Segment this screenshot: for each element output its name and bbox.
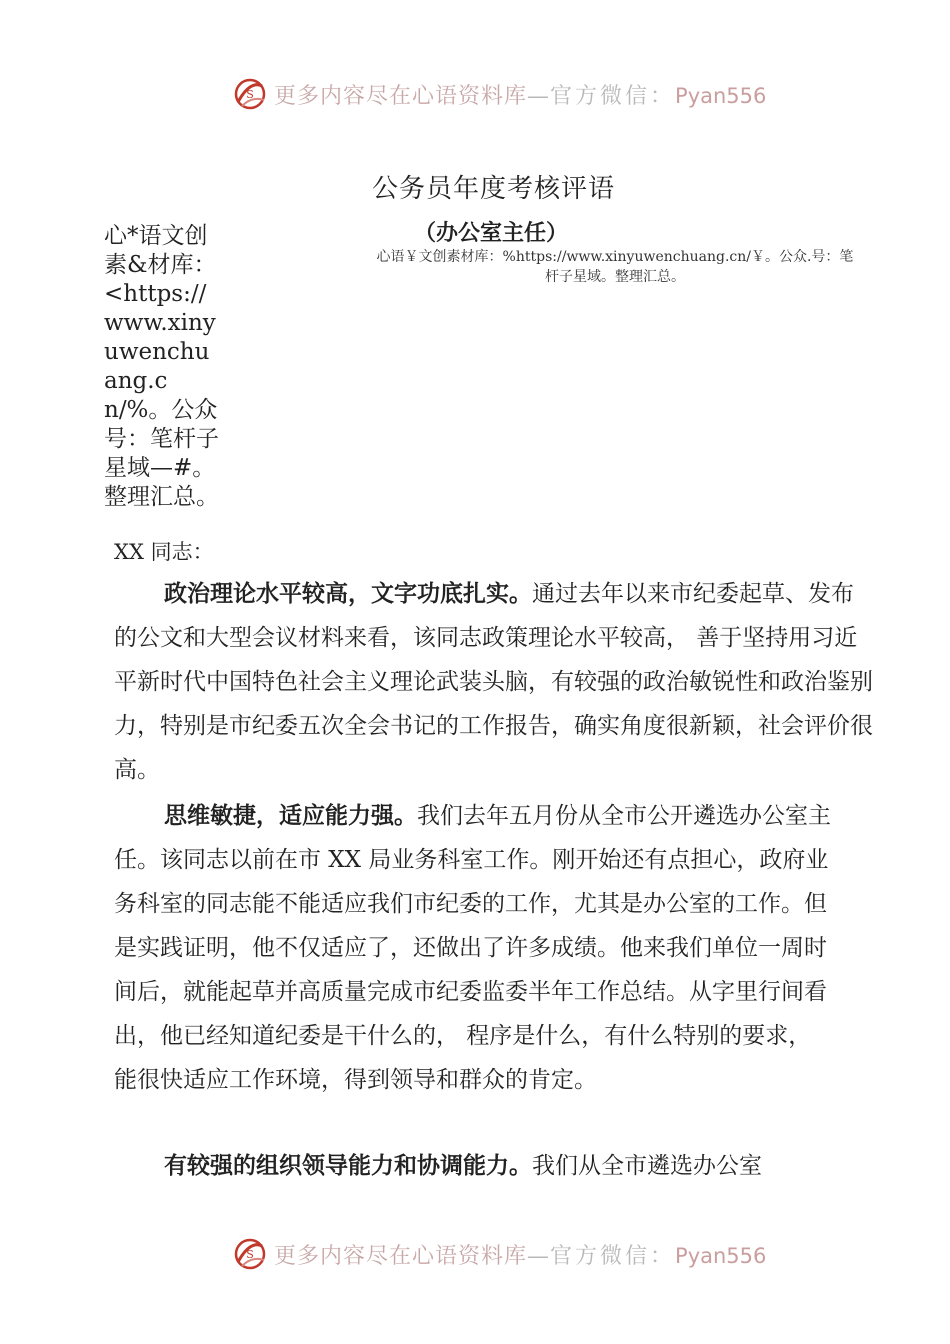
paragraph-heading: 思维敏捷，适应能力强。 <box>164 802 417 829</box>
footer-watermark-banner <box>232 1234 766 1274</box>
paragraph-heading: 政治理论水平较高，文字功底扎实。 <box>164 580 532 607</box>
library-logo-icon <box>232 76 268 112</box>
inline-watermark-note: 心语￥文创素材库：%https://www.xinyuwenchuang.cn/￥。公众.号：笔杆子星域。整理汇总。 <box>376 249 854 285</box>
paragraph-adaptability <box>114 794 834 1102</box>
svg-text:S: S <box>246 88 254 101</box>
watermark-wechat-id: Pyan556 <box>675 1243 767 1268</box>
watermark-text <box>274 1239 766 1270</box>
side-watermark-note: 心*语文创素&材库：<https://www.xinyuwenchuang.cn/%。公众号：笔杆子星域—#。整理汇总。 <box>104 223 219 510</box>
watermark-text <box>274 79 766 110</box>
svg-text:S: S <box>246 1248 254 1261</box>
paragraph-body: 通过去年以来市纪委起草、发布的公文和大型会议材料来看，该同志政策理论水平较高， 善于坚持用习近平新时代中国特色社会主义理论武装头脑，有较强的政治敏锐性和政治鉴别力，特别是市纪委五次全会书记的工作报告，确实角度很新颖，社会评价很高。 <box>114 581 873 783</box>
watermark-brand: 更多内容尽在心语资料库 <box>274 83 528 109</box>
document-title: 公务员年度考核评语 <box>372 174 616 204</box>
paragraph-leadership <box>114 1144 844 1188</box>
salutation: XX 同志： <box>114 540 214 564</box>
paragraph-political-theory <box>114 572 874 792</box>
watermark-wechat-id: Pyan556 <box>675 83 767 108</box>
paragraph-body: 我们去年五月份从全市公开遴选办公室主任。该同志以前在市 XX 局业务科室工作。刚开始还有点担心，政府业务科室的同志能不能适应我们市纪委的工作，尤其是办公室的工作。但是实践证明，他不仅适应了，还做出了许多成绩。他来我们单位一周时间后，就能起草并高质量完成市纪委监委半年工作总结。从字里行间看出，他已经知道纪委是干什么的， 程序是什么，有什么特别的要求，能很快适应工作环境，得到领导和群众的肯定。 <box>114 803 831 1093</box>
library-logo-icon <box>232 1236 268 1272</box>
header-watermark-banner <box>232 74 766 114</box>
watermark-dash: — <box>527 1243 551 1269</box>
paragraph-heading: 有较强的组织领导能力和协调能力。 <box>164 1152 532 1179</box>
watermark-brand: 更多内容尽在心语资料库 <box>274 1243 528 1269</box>
watermark-wechat-label: 官方微信： <box>550 83 676 109</box>
paragraph-body: 我们从全市遴选办公室 <box>532 1153 762 1179</box>
watermark-wechat-label: 官方微信： <box>550 1243 676 1269</box>
document-subtitle: （办公室主任） <box>414 220 569 246</box>
watermark-dash: — <box>527 83 551 109</box>
